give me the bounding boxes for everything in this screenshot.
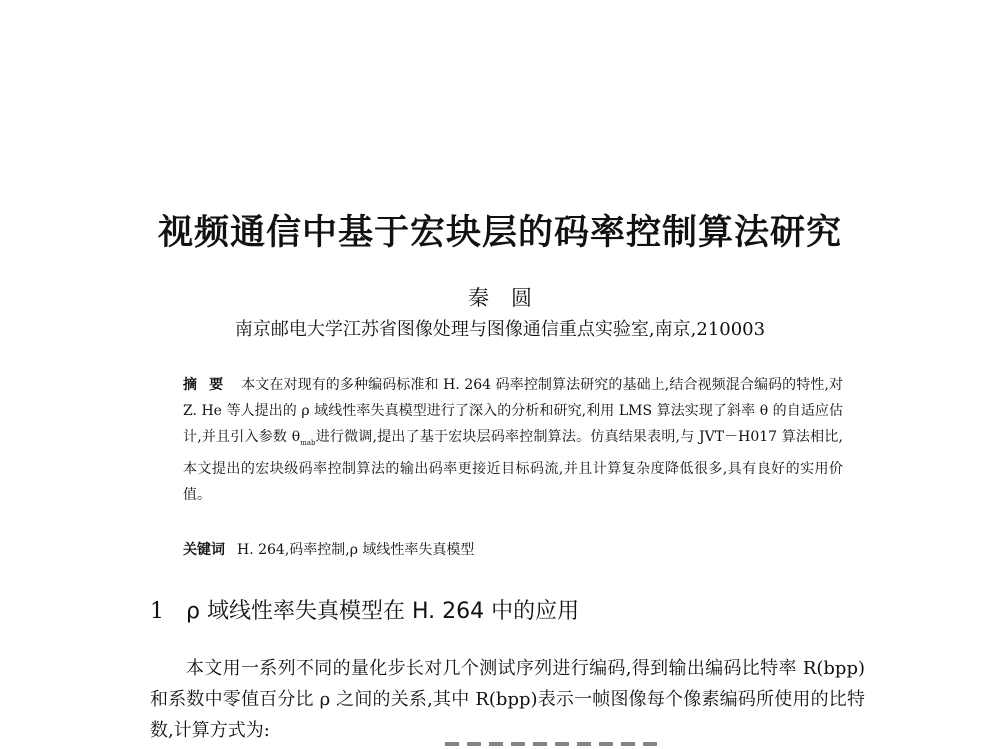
section-title: ρ 域线性率失真模型在 H. 264 中的应用 [186, 599, 580, 624]
body-paragraph: 本文用一系列不同的量化步长对几个测试序列进行编码,得到输出编码比特率 R(bpp)和系数中零值百分比 ρ 之间的关系,其中 R(bpp)表示一帧图像每个像素编码所使用的比特数,计算方式为: [150, 658, 865, 741]
author-name: 秦圆 [468, 286, 554, 310]
paper-title: 视频通信中基于宏块层的码率控制算法研究 [157, 213, 842, 253]
section-number: 1 [150, 599, 164, 624]
abstract-text-part-1: 本文在对现有的多种编码标准和 H. 264 码率控制算法研究的基础上,结合视频混合编码的特性,对 Z. He 等人提出的 ρ 域线性率失真模型进行了深入的分析和研究,利用 LMS 算法实现了斜率 θ 的自适应估计,并且引入参数 θ [183, 377, 843, 445]
body-text [150, 653, 865, 746]
abstract-label: 摘要 [183, 377, 236, 393]
abstract-text-part-2: 进行微调,提出了基于宏块层码率控制算法。仿真结果表明,与 JVT－H017 算法相比,本文提出的宏块级码率控制算法的输出码率更接近目标码流,并且计算复杂度降低很多,具有良好的实用价值。 [183, 429, 843, 503]
abstract-subscript: mab [300, 438, 316, 447]
keywords [183, 539, 843, 559]
cut-off-formula-line [445, 742, 665, 746]
author-affiliation: 南京邮电大学江苏省图像处理与图像通信重点实验室,南京,210003 [234, 319, 766, 340]
keywords-text: H. 264,码率控制,ρ 域线性率失真模型 [237, 542, 475, 558]
abstract [183, 372, 843, 508]
keywords-label: 关键词 [183, 542, 225, 558]
section-heading [150, 594, 579, 625]
